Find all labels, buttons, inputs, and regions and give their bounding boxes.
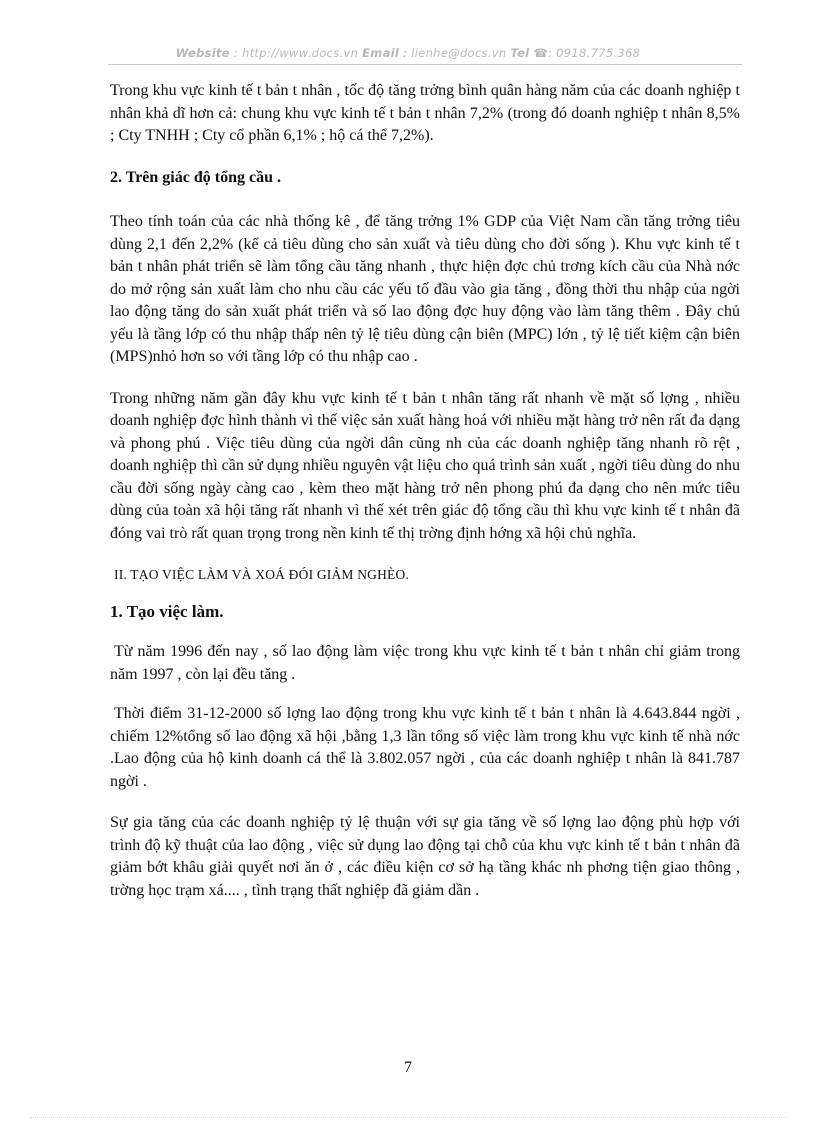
email-label: Email [362,46,400,60]
tel-value: ☎: 0918.775.368 [533,46,641,60]
page-header [0,46,816,60]
heading-job-creation: 1. Tạo việc làm. [110,601,224,621]
paragraph-consumption-growth: Trong những năm gần đây khu vực kinh tế t bản t nhân tăng rất nhanh về mặt số lợng , nhiều doanh nghiệp đợc hình thành vì thế việc sản xuất hàng hoá với nhiều mặt hàng trở nên rất đa dạng và phong phú . Việc tiêu dùng của ngời dân cũng nh của các doanh nghiệp tăng nhanh rõ rệt , doanh nghiệp thì cần sử dụng nhiều nguyên vật liệu cho quá trình sản xuất , ngời tiêu dùng do nhu cầu đời sống ngày càng cao , kèm theo mặt hàng trở nên phong phú đa dạng cho nên mức tiêu dùng của toàn xã hội tăng rất nhanh vì thế xét trên giác độ tổng cầu thì khu vực kinh tế t nhân đã đóng vai trò rất quan trọng trong nền kinh tế thị trờng định hớng xã hội chủ nghĩa. [110,389,740,542]
email-value: : lienhe@docs.vn [403,46,507,60]
heading-aggregate-demand: 2. Trên giác độ tổng cầu . [110,168,281,186]
header-divider [108,64,742,65]
document-body [110,80,740,921]
paragraph-labor-trend: Từ năm 1996 đến nay , số lao động làm việc trong khu vực kinh tế t bản t nhân chỉ giảm trong năm 1997 , còn lại đều tăng . [110,643,740,683]
paragraph-growth-rate: Trong khu vực kinh tế t bản t nhân , tốc độ tăng trởng bình quân hàng năm của các doanh nghiệp t nhân khả dĩ hơn cả: chung khu vực kinh tế t bản t nhân 7,2% (trong đó doanh nghiệp t nhân 8,5% ; Cty TNHH ; Cty cổ phần 6,1% ; hộ cá thể 7,2%). [110,82,740,144]
page-number: 7 [404,1059,412,1076]
paragraph-gdp-consumption: Theo tính toán của các nhà thống kê , để tăng trởng 1% GDP của Việt Nam cần tăng trởng tiêu dùng 2,1 đến 2,2% (kể cả tiêu dùng cho sản xuất và tiêu dùng cho đời sống ). Khu vực kinh tế t bản t nhân phát triển sẽ làm tổng cầu tăng nhanh , thực hiện đợc chủ trơng kích cầu của Nhà nớc do mở rộng sản xuất làm cho nhu cầu các yếu tố đầu vào gia tăng , đồng thời thu nhập của ngời lao động tăng do sản xuất phát triển và số lao động đợc huy động vào làm tăng thêm . Đây chủ yếu là tầng lớp có thu nhập thấp nên tỷ lệ tiêu dùng cận biên (MPC) lớn , tỷ lệ tiết kiệm cận biên (MPS)nhỏ hơn so với tầng lớp có thu nhập cao . [110,213,740,365]
heading-section-ii: II. TẠO VIỆC LÀM VÀ XOÁ ĐÓI GIẢM NGHÈO. [114,567,410,582]
paragraph-labor-effects: Sự gia tăng của các doanh nghiệp tỷ lệ thuận với sự gia tăng về số lợng lao động phù hợp với trình độ kỹ thuật của lao động , việc sử dụng lao động tại chỗ của khu vực kinh tế t bản t nhân đã giảm bớt khâu giải quyết nơi ăn ở , các điều kiện cơ sở hạ tầng khác nh phơng tiện giao thông , trờng học trạm xá.... , tình trạng thất nghiệp đã giảm dần . [110,814,740,899]
website-value: : http://www.docs.vn [233,46,359,60]
footer-divider [30,1117,786,1118]
paragraph-labor-statistics: Thời điểm 31-12-2000 số lợng lao động trong khu vực kinh tế t bản t nhân là 4.643.844 ngời , chiếm 12%tổng số lao động xã hội ,bằng 1,3 lần tổng số việc làm trong khu vực kinh tế nhà nớc .Lao động của hộ kinh doanh cá thể là 3.802.057 ngời , của các doanh nghiệp t nhân là 841.787 ngời . [110,705,740,790]
website-label: Website [175,46,230,60]
tel-label: Tel [510,46,530,60]
